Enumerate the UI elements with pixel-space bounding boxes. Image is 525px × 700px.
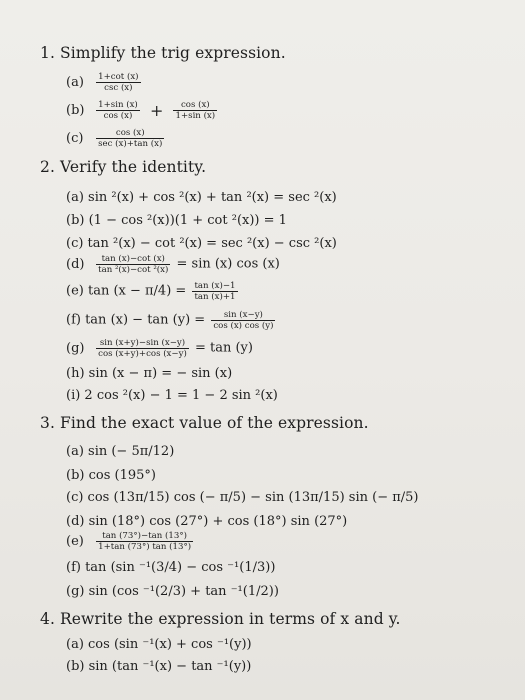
q1-a-denominator: csc (x) <box>104 83 133 93</box>
q1-b1-denominator: cos (x) <box>103 111 133 121</box>
q1-b <box>66 100 219 121</box>
q2-c: (c) tan ²(x) − cot ²(x) = sec ²(x) − csc ²(x) <box>66 236 337 251</box>
q1-a <box>66 72 143 93</box>
q2-d-numerator: tan (x)−cot (x) <box>96 254 170 265</box>
q2-g-denominator: cos (x+y)+cos (x−y) <box>98 349 187 359</box>
q3-a: (a) sin (− 5π/12) <box>66 444 175 459</box>
q1-b-fraction-2 <box>173 100 217 121</box>
q3-e-label: (e) <box>66 533 84 549</box>
q1-c-fraction <box>96 128 164 149</box>
q2-e-denominator: tan (x)+1 <box>194 292 236 302</box>
q2-b: (b) (1 − cos ²(x))(1 + cot ²(x)) = 1 <box>66 213 287 228</box>
q2-h: (h) sin (x − π) = − sin (x) <box>66 366 233 381</box>
q2-f-lhs: (f) tan (x) − tan (y) = <box>66 312 206 328</box>
q2-g-rhs: = tan (y) <box>194 340 253 356</box>
q1-c <box>66 128 166 149</box>
q2-d-label: (d) <box>66 256 85 272</box>
q4-title: 4. Rewrite the expression in terms of x and y. <box>40 610 401 628</box>
q2-d-denominator: tan ²(x)−cot ²(x) <box>98 265 169 275</box>
q1-b1-numerator: 1+sin (x) <box>98 100 138 110</box>
q3-f: (f) tan (sin ⁻¹(3/4) − cos ⁻¹(1/3)) <box>66 560 276 575</box>
q3-e-denominator: 1+tan (73°) tan (13°) <box>98 542 192 552</box>
q2-i: (i) 2 cos ²(x) − 1 = 1 − 2 sin ²(x) <box>66 388 278 403</box>
q2-g <box>66 338 253 359</box>
q3-e-numerator: tan (73°)−tan (13°) <box>96 531 193 542</box>
q1-b-fraction-1 <box>96 100 140 121</box>
q2-f <box>66 310 277 331</box>
q2-title: 2. Verify the identity. <box>40 158 207 176</box>
q1-b-plus: + <box>149 100 164 120</box>
q1-a-fraction <box>96 72 140 93</box>
q2-e-numerator: tan (x)−1 <box>194 281 236 291</box>
q2-d-fraction <box>96 254 170 275</box>
q3-d: (d) sin (18°) cos (27°) + cos (18°) sin (27°) <box>66 514 348 529</box>
q3-g: (g) sin (cos ⁻¹(2/3) + tan ⁻¹(1/2)) <box>66 584 279 599</box>
q2-g-fraction <box>96 338 189 359</box>
q2-d <box>66 254 280 275</box>
q1-a-label: (a) <box>66 74 84 90</box>
q2-a: (a) sin ²(x) + cos ²(x) + tan ²(x) = sec ²(x) <box>66 190 337 205</box>
q2-f-fraction <box>211 310 275 331</box>
q1-a-numerator: 1+cot (x) <box>98 72 139 82</box>
q2-g-numerator: sin (x+y)−sin (x−y) <box>96 338 189 349</box>
q2-g-label: (g) <box>66 340 85 356</box>
q3-e <box>66 531 195 552</box>
q1-b2-denominator: 1+sin (x) <box>175 111 216 121</box>
q4-a: (a) cos (sin ⁻¹(x) + cos ⁻¹(y)) <box>66 637 252 652</box>
q3-title: 3. Find the exact value of the expression. <box>40 414 369 432</box>
q2-e-lhs: (e) tan (x − π/4) = <box>66 283 187 299</box>
q3-b: (b) cos (195°) <box>66 468 156 483</box>
q1-c-label: (c) <box>66 130 84 146</box>
q1-b-label: (b) <box>66 102 85 118</box>
q4-b: (b) sin (tan ⁻¹(x) − tan ⁻¹(y)) <box>66 659 252 674</box>
q3-e-fraction <box>96 531 193 552</box>
q1-c-denominator: sec (x)+tan (x) <box>98 139 163 149</box>
q2-f-denominator: cos (x) cos (y) <box>213 321 274 331</box>
q2-e <box>66 281 240 302</box>
q1-b2-numerator: cos (x) <box>173 100 217 111</box>
q1-c-numerator: cos (x) <box>96 128 164 139</box>
q3-c: (c) cos (13π/15) cos (− π/5) − sin (13π/15) sin (− π/5) <box>66 490 419 505</box>
q1-title: 1. Simplify the trig expression. <box>40 44 286 62</box>
q2-d-rhs: = sin (x) cos (x) <box>176 256 280 272</box>
q2-f-numerator: sin (x−y) <box>211 310 275 321</box>
q2-e-fraction <box>192 281 237 302</box>
